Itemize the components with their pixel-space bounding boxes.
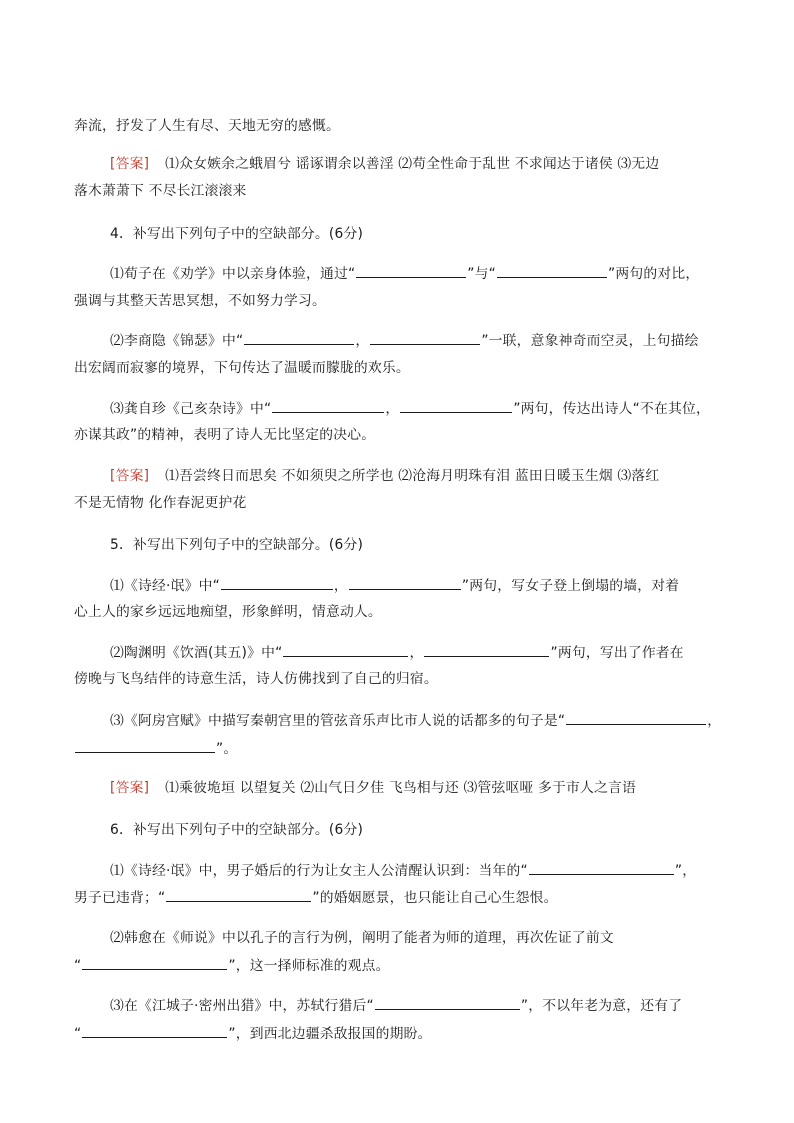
question-text: ⑶龚自珍《己亥杂诗》中“ xyxy=(110,401,272,417)
question-text: ⑵李商隐《锦瑟》中“ xyxy=(110,333,244,349)
question-text: ⑶《阿房宫赋》中描写秦朝宫里的管弦音乐声比市人说的话都多的句子是“ xyxy=(110,713,566,729)
question-line xyxy=(110,642,684,663)
answer-text: ⑴乘彼垝垣 以望复关 ⑵山气日夕佳 飞鸟相与还 ⑶管弦呕哑 多于市人之言语 xyxy=(165,780,636,796)
fill-blank[interactable] xyxy=(82,1023,227,1038)
answer-text: ⑴众女嫉余之蛾眉兮 谣诼谓余以善淫 ⑵苟全性命于乱世 不求闻达于诸侯 ⑶无边 xyxy=(165,156,660,172)
question-text: 强调与其整天苦思冥想，不如努力学习。 xyxy=(74,293,326,309)
question-text: ⑵陶渊明《饮酒(其五)》中“ xyxy=(110,645,283,661)
question-line xyxy=(110,860,696,881)
question-line xyxy=(74,291,326,311)
answer-line xyxy=(110,778,636,798)
question-title xyxy=(110,535,363,555)
question-text: ， xyxy=(355,333,370,349)
question-text: ⑴《诗经·氓》中“ xyxy=(110,578,220,594)
question-text: 心上人的家乡远远地痴望，形象鲜明，情意动人。 xyxy=(74,604,382,620)
question-title-text: 5．补写出下列句子中的空缺部分。(6分) xyxy=(110,537,364,553)
question-line xyxy=(74,955,390,976)
fill-blank[interactable] xyxy=(356,263,466,278)
question-text: ”一联，意象神奇而空灵，上句描绘 xyxy=(481,333,699,349)
question-text: 男子已违背；“ xyxy=(74,890,166,906)
question-line xyxy=(74,887,558,908)
question-text: 亦谋其政”的精神，表明了诗人无比坚定的决心。 xyxy=(74,427,376,443)
question-title xyxy=(110,820,363,840)
question-text: ⑶在《江城子·密州出猎》中，苏轼行猎后“ xyxy=(110,998,374,1014)
question-text: ， xyxy=(707,713,722,729)
question-text: ”与“ xyxy=(467,266,496,282)
question-text: “ xyxy=(74,1026,82,1042)
fill-blank[interactable] xyxy=(375,995,520,1010)
question-text: ⑴《诗经·氓》中，男子婚后的行为让女主人公清醒认识到：当年的“ xyxy=(110,863,528,879)
question-text: ⑴荀子在《劝学》中以亲身体验，通过“ xyxy=(110,266,356,282)
question-text: ”，到西北边疆杀敌报国的期盼。 xyxy=(228,1026,432,1042)
question-text: 傍晚与飞鸟结伴的诗意生活，诗人仿佛找到了自己的归宿。 xyxy=(74,671,438,687)
question-line xyxy=(74,738,237,759)
question-text: ”的婚姻愿景，也只能让自己心生怨恨。 xyxy=(312,890,558,906)
answer-text: 不是无情物 化作春泥更护花 xyxy=(74,495,247,511)
question-title xyxy=(110,224,363,244)
fill-blank[interactable] xyxy=(82,955,227,970)
question-line xyxy=(110,398,710,419)
question-text: ⑵韩愈在《师说》中以孔子的言行为例，阐明了能者为师的道理，再次佐证了前文 xyxy=(110,930,614,946)
question-line xyxy=(110,928,614,948)
question-text: 出宏阔而寂寥的境界，下句传达了温暖而朦胧的欢乐。 xyxy=(74,360,410,376)
question-line xyxy=(74,358,410,378)
question-line xyxy=(110,710,721,731)
answer-line xyxy=(110,154,659,174)
question-text: ”两句，写出了作者在 xyxy=(550,645,684,661)
fill-blank[interactable] xyxy=(283,642,408,657)
question-text: ， xyxy=(333,578,348,594)
question-line xyxy=(74,1023,432,1044)
question-text: ”，这一择师标准的观点。 xyxy=(228,958,390,974)
question-text: ”两句，传达出诗人“不在其位， xyxy=(513,401,710,417)
question-line xyxy=(110,330,699,351)
question-text: ”， xyxy=(674,863,697,879)
fill-blank[interactable] xyxy=(221,575,333,590)
question-line xyxy=(74,602,382,622)
fill-blank[interactable] xyxy=(370,330,480,345)
question-text: ， xyxy=(409,645,424,661)
question-line xyxy=(110,263,699,284)
question-title-text: 6．补写出下列句子中的空缺部分。(6分) xyxy=(110,822,364,838)
question-text: ， xyxy=(385,401,400,417)
question-text: ”两句的对比， xyxy=(608,266,700,282)
fill-blank[interactable] xyxy=(166,887,311,902)
answer-text: 落木萧萧下 不尽长江滚滚来 xyxy=(74,183,247,199)
answer-text: ⑴吾尝终日而思矣 不如须臾之所学也 ⑵沧海月明珠有泪 蓝田日暖玉生烟 ⑶落红 xyxy=(165,468,660,484)
question-line xyxy=(110,575,679,596)
fill-blank[interactable] xyxy=(424,642,549,657)
question-line xyxy=(110,995,682,1016)
question-text: ”，不以年老为意，还有了 xyxy=(520,998,683,1014)
answer-label: [答案] xyxy=(110,468,150,484)
fill-blank[interactable] xyxy=(529,860,674,875)
answer-label: [答案] xyxy=(110,156,150,172)
fill-blank[interactable] xyxy=(75,738,215,753)
answer-line xyxy=(74,181,247,201)
fill-blank[interactable] xyxy=(566,710,706,725)
question-text: ”。 xyxy=(216,741,238,757)
question-title-text: 4．补写出下列句子中的空缺部分。(6分) xyxy=(110,226,364,242)
fill-blank[interactable] xyxy=(272,398,384,413)
question-line xyxy=(74,669,438,689)
fill-blank[interactable] xyxy=(349,575,461,590)
text-line xyxy=(74,116,340,136)
question-line xyxy=(74,425,375,445)
fill-blank[interactable] xyxy=(244,330,354,345)
question-text: ”两句，写女子登上倒塌的墙，对着 xyxy=(461,578,680,594)
answer-line xyxy=(110,466,659,486)
answer-line xyxy=(74,493,247,513)
fill-blank[interactable] xyxy=(497,263,607,278)
question-text: “ xyxy=(74,958,82,974)
paragraph-text: 奔流，抒发了人生有尽、天地无穷的感慨。 xyxy=(74,118,340,134)
fill-blank[interactable] xyxy=(400,398,512,413)
answer-label: [答案] xyxy=(110,780,150,796)
